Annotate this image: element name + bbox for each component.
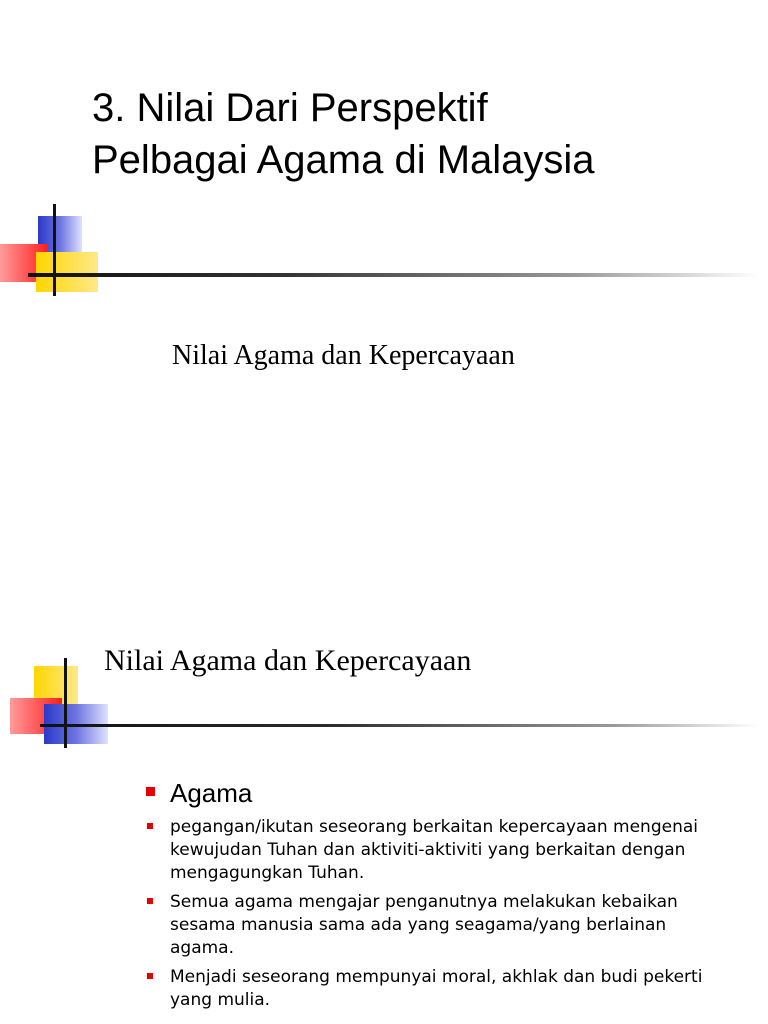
decorative-squares-logo [0, 204, 112, 296]
logo-vertical-line [53, 204, 56, 296]
slide-subtitle: Nilai Agama dan Kepercayaan [172, 340, 515, 371]
slide-content [144, 776, 704, 1018]
sub-bullet-list [144, 816, 704, 1012]
slide-title: Nilai Agama dan Kepercayaan [104, 644, 472, 677]
slide-title-line-1: 3. Nilai Dari Perspektif [92, 86, 488, 130]
title-divider [28, 273, 758, 277]
slide-2 [0, 600, 768, 1024]
title-divider [40, 724, 758, 727]
slide-title-line-2: Pelbagai Agama di Malaysia [92, 138, 595, 182]
logo-vertical-line [64, 658, 67, 748]
main-bullet: Agama [144, 776, 704, 810]
sub-bullet-item: Menjadi seseorang mempunyai moral, akhlak dan budi pekerti yang mulia. [144, 966, 704, 1012]
decorative-squares-logo [0, 658, 112, 750]
yellow-square [36, 252, 98, 292]
slide-title [92, 82, 595, 186]
sub-bullet-item: pegangan/ikutan seseorang berkaitan kepercayaan mengenai kewujudan Tuhan dan aktiviti-aktiviti yang berkaitan dengan mengagungkan Tuhan. [144, 816, 704, 885]
sub-bullet-item: Semua agama mengajar penganutnya melakukan kebaikan sesama manusia sama ada yang seagama/yang berlainan agama. [144, 891, 704, 960]
